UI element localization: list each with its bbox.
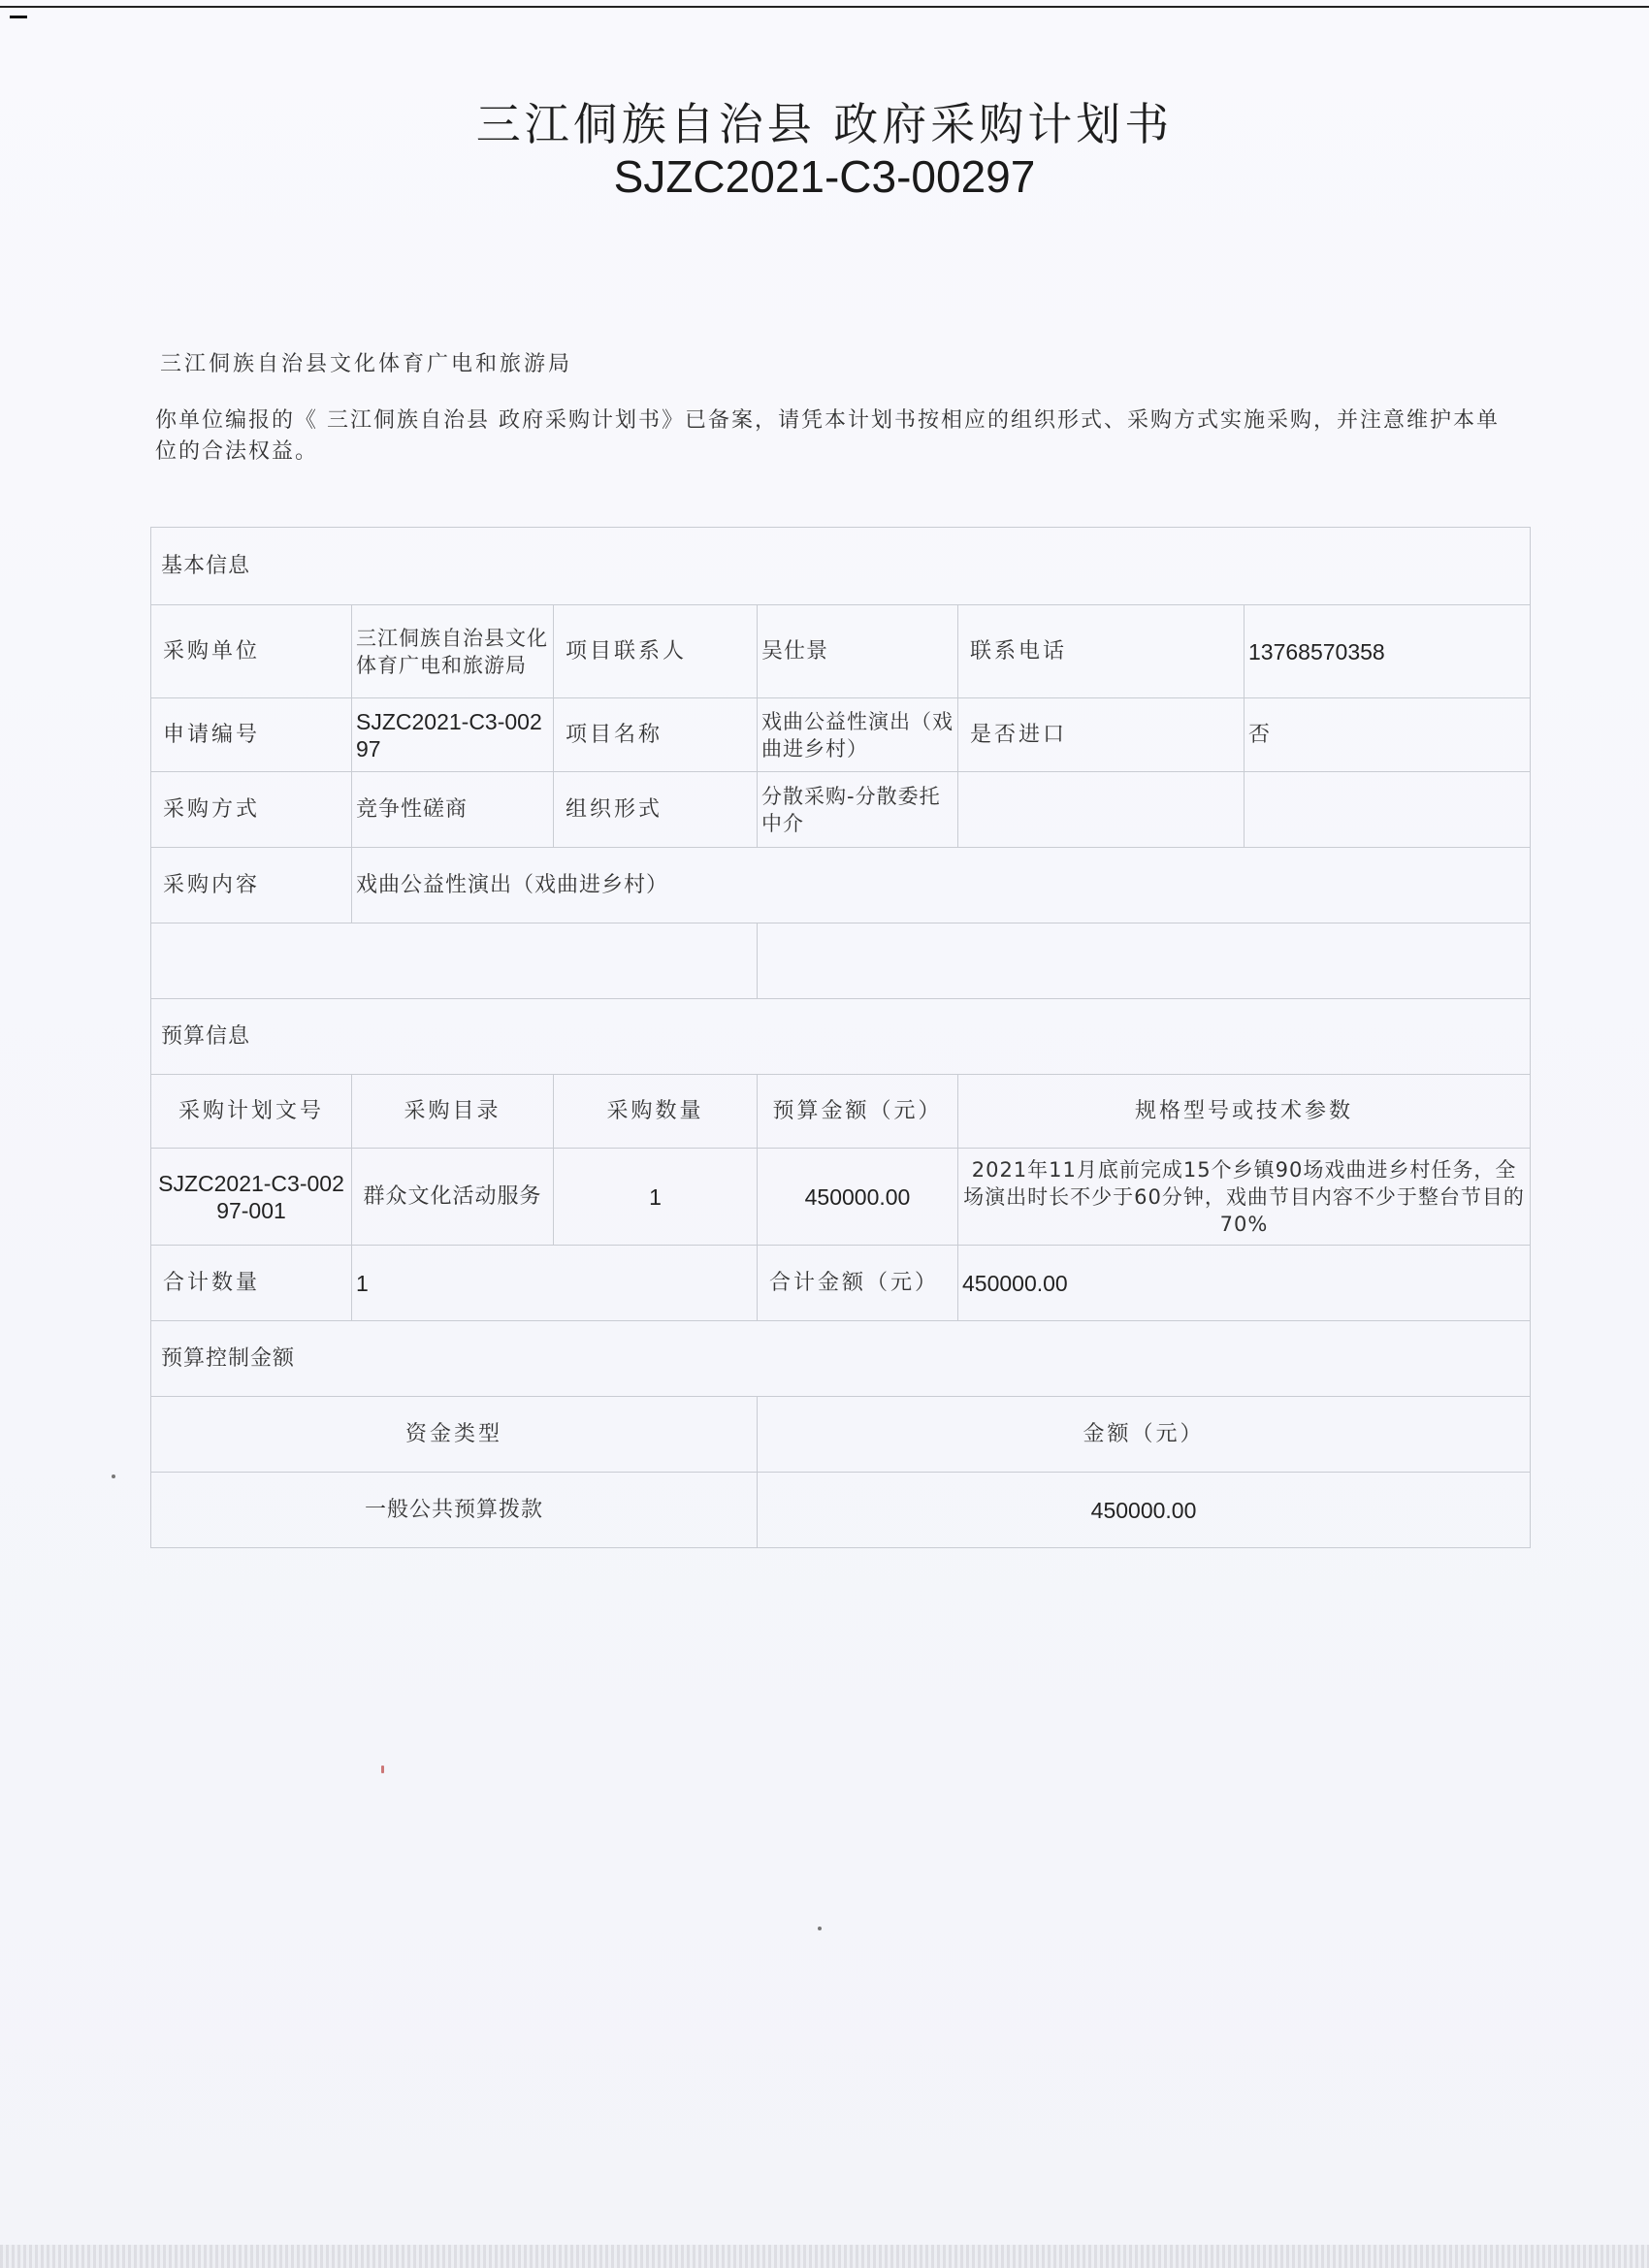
- basic-info-row-2: [151, 698, 1531, 772]
- empty-cell: [958, 772, 1245, 848]
- content-value: 戏曲公益性演出（戏曲进乡村）: [352, 848, 1531, 923]
- purchaser-value: 三江侗族自治县文化体育广电和旅游局: [352, 605, 554, 698]
- method-label: 采购方式: [151, 772, 352, 848]
- budget-catalog: 群众文化活动服务: [352, 1149, 554, 1246]
- contact-label: 项目联系人: [554, 605, 758, 698]
- blank-row: [151, 923, 1531, 999]
- scan-edge-bottom: [0, 2245, 1649, 2268]
- basic-info-row-3: [151, 772, 1531, 848]
- org-value: 分散采购-分散委托中介: [758, 772, 958, 848]
- budget-table-header: [151, 1075, 1531, 1149]
- budget-amount: 450000.00: [758, 1149, 958, 1246]
- method-value: 竞争性磋商: [352, 772, 554, 848]
- total-qty-value: 1: [352, 1246, 758, 1321]
- empty-cell: [1245, 772, 1531, 848]
- col-doc-no: 采购计划文号: [151, 1075, 352, 1149]
- document-code: SJZC2021-C3-00297: [613, 151, 1036, 202]
- col-spec: 规格型号或技术参数: [958, 1075, 1531, 1149]
- budget-info-header-row: [151, 999, 1531, 1075]
- scan-speck: [112, 1474, 115, 1478]
- section-budget-control: 预算控制金额: [151, 1321, 1531, 1397]
- total-qty-label: 合计数量: [151, 1246, 352, 1321]
- section-basic-info: 基本信息: [151, 528, 1531, 605]
- plan-table: [150, 527, 1531, 1548]
- document-title: 三江侗族自治县 政府采购计划书: [475, 98, 1174, 150]
- contact-value: 吴仕景: [758, 605, 958, 698]
- project-name-label: 项目名称: [554, 698, 758, 772]
- import-value: 否: [1245, 698, 1531, 772]
- control-amount-value: 450000.00: [758, 1473, 1531, 1548]
- budget-table-row: [151, 1149, 1531, 1246]
- col-fund-type: 资金类型: [151, 1397, 758, 1473]
- budget-quantity: 1: [554, 1149, 758, 1246]
- basic-info-row-1: [151, 605, 1531, 698]
- apply-no-value: SJZC2021-C3-00297: [352, 698, 554, 772]
- section-budget-info: 预算信息: [151, 999, 1531, 1075]
- scan-mark: [10, 16, 27, 18]
- empty-cell: [151, 923, 758, 999]
- fund-type-value: 一般公共预算拨款: [151, 1473, 758, 1548]
- col-control-amount: 金额（元）: [758, 1397, 1531, 1473]
- col-catalog: 采购目录: [352, 1075, 554, 1149]
- apply-no-label: 申请编号: [151, 698, 352, 772]
- phone-value: 13768570358: [1245, 605, 1531, 698]
- phone-label: 联系电话: [958, 605, 1245, 698]
- addressee: 三江侗族自治县文化体育广电和旅游局: [160, 352, 573, 376]
- budget-control-table-header: [151, 1397, 1531, 1473]
- basic-info-header-row: [151, 528, 1531, 605]
- budget-doc-no: SJZC2021-C3-00297-001: [151, 1149, 352, 1246]
- purchaser-label: 采购单位: [151, 605, 352, 698]
- content-label: 采购内容: [151, 848, 352, 923]
- project-name-value: 戏曲公益性演出（戏曲进乡村）: [758, 698, 958, 772]
- budget-spec: 2021年11月底前完成15个乡镇90场戏曲进乡村任务，全场演出时长不少于60分钟，戏曲节目内容不少于整台节目的70%: [958, 1149, 1531, 1246]
- org-label: 组织形式: [554, 772, 758, 848]
- col-amount: 预算金额（元）: [758, 1075, 958, 1149]
- col-quantity: 采购数量: [554, 1075, 758, 1149]
- scan-speck: [381, 1766, 384, 1773]
- notice-body: 你单位编报的《 三江侗族自治县 政府采购计划书》已备案，请凭本计划书按相应的组织形式、采购方式实施采购，并注意维护本单位的合法权益。: [155, 408, 1500, 464]
- budget-total-row: [151, 1246, 1531, 1321]
- total-amount-label: 合计金额（元）: [758, 1246, 958, 1321]
- basic-info-row-4: [151, 848, 1531, 923]
- empty-cell: [758, 923, 1531, 999]
- total-amount-value: 450000.00: [958, 1246, 1531, 1321]
- import-label: 是否进口: [958, 698, 1245, 772]
- budget-control-row: [151, 1473, 1531, 1548]
- budget-control-header-row: [151, 1321, 1531, 1397]
- scan-edge-top: [0, 6, 1649, 8]
- scan-speck: [818, 1927, 822, 1930]
